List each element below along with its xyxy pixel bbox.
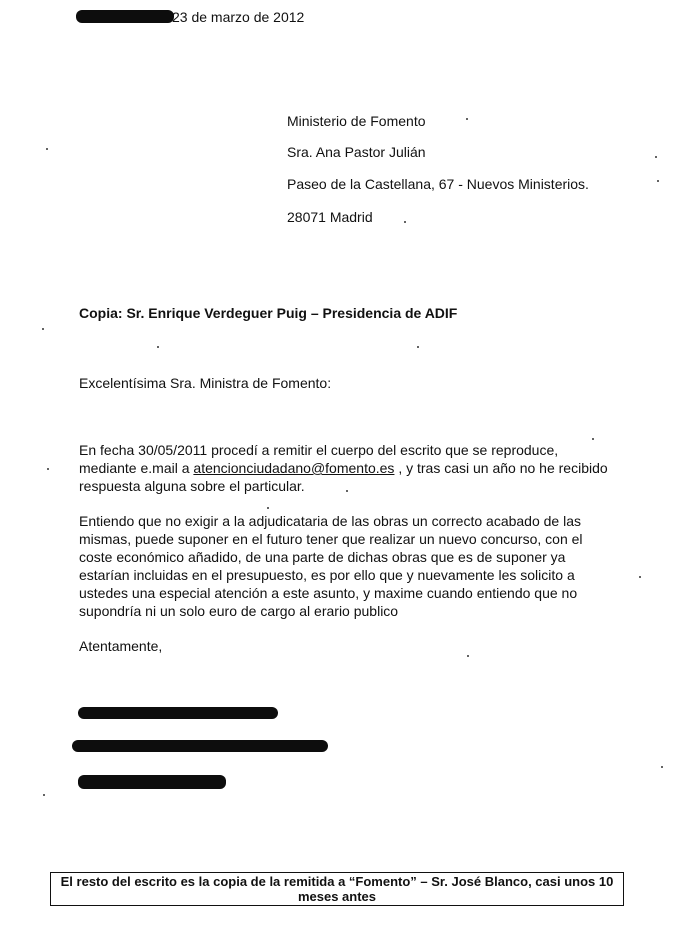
paragraph-1-end: , y tras casi un año no he recibido respuesta alguna sobre el particular. xyxy=(79,460,608,494)
recipient-name: Sra. Ana Pastor Julián xyxy=(287,144,426,160)
recipient-city: 28071 Madrid xyxy=(287,209,373,225)
footer-note-box xyxy=(50,872,624,906)
scan-speck xyxy=(661,766,663,768)
recipient-ministry: Ministerio de Fomento xyxy=(287,113,426,129)
scan-speck xyxy=(346,490,348,492)
scan-speck xyxy=(417,346,419,348)
scan-speck xyxy=(592,438,594,440)
redacted-signature-line-3 xyxy=(78,775,226,789)
body-paragraph-2 xyxy=(79,512,609,620)
scan-speck xyxy=(46,148,48,150)
scan-speck xyxy=(404,221,406,223)
email-link[interactable]: atencionciudadano@fomento.es xyxy=(193,460,395,476)
recipient-street: Paseo de la Castellana, 67 - Nuevos Ministerios. xyxy=(287,176,589,192)
scan-speck xyxy=(47,468,49,470)
scan-speck xyxy=(655,156,657,158)
scan-speck xyxy=(157,346,159,348)
redacted-sender-name xyxy=(76,10,174,23)
letter-date: 23 de marzo de 2012 xyxy=(172,9,305,25)
scan-speck xyxy=(467,655,469,657)
paragraph-2-text: Entiendo que no exigir a la adjudicataria de las obras un correcto acabado de las mismas, puede suponer en el futuro tener que realizar un nuevo concurso, con el coste económico añadido, de una parte de dichas obras que es de suponer ya estarían incluidas en el presupuesto, es por ello que y nuevamente les solicito a ustedes una especial atención a este asunto, y maxime cuando entiendo que no supondría ni un solo euro de cargo al erario publico xyxy=(79,513,583,619)
scan-speck xyxy=(43,794,45,796)
scan-speck xyxy=(657,180,659,182)
scan-speck xyxy=(42,328,44,330)
scan-speck xyxy=(466,118,468,120)
salutation: Excelentísima Sra. Ministra de Fomento: xyxy=(79,375,332,391)
paragraph-1-intro: En fecha 30/05/2011 procedí a remitir el cuerpo del escrito que se reproduce, mediante e.mail a xyxy=(79,442,559,476)
copy-recipient-line: Copia: Sr. Enrique Verdeguer Puig – Presidencia de ADIF xyxy=(79,305,458,321)
scan-speck xyxy=(267,507,269,509)
redacted-signature-line-1 xyxy=(78,707,278,719)
closing: Atentamente, xyxy=(79,638,163,654)
redacted-signature-line-2 xyxy=(72,740,328,752)
body-paragraph-1 xyxy=(79,441,619,495)
footer-note: El resto del escrito es la copia de la remitida a “Fomento” – Sr. José Blanco, casi unos 10 meses antes xyxy=(60,874,614,904)
scan-speck xyxy=(639,576,641,578)
